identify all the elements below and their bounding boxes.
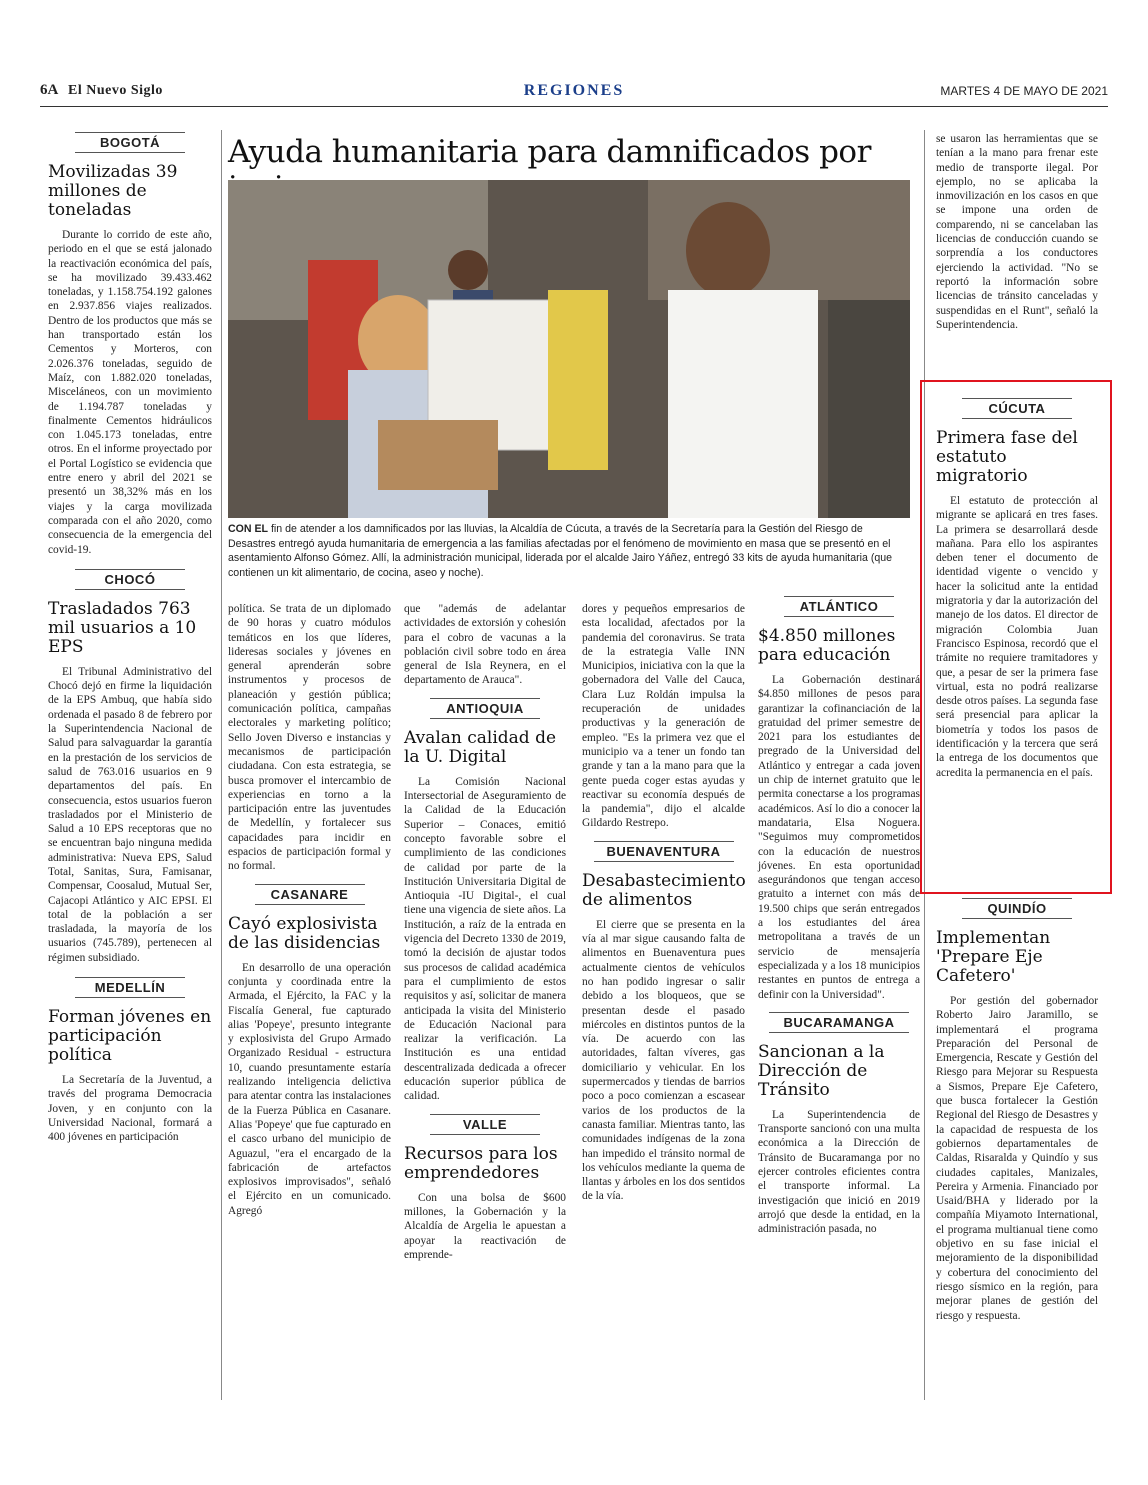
- article-title: Avalan calidad de la U. Digital: [404, 727, 557, 767]
- region-label: ANTIOQUIA: [430, 698, 540, 719]
- caption-lead: CON EL: [228, 523, 269, 535]
- article-title: Cayó explosivista de las disidencias: [228, 913, 381, 953]
- column-3: [404, 602, 566, 1262]
- column-right-top: [936, 132, 1098, 332]
- region-label: VALLE: [430, 1114, 540, 1135]
- column-divider: [221, 130, 222, 1400]
- newspaper-name: El Nuevo Siglo: [68, 83, 163, 98]
- article-body: dores y pequeños empresarios de esta localidad, afectados por la pandemia del coronavirus. Se trata de la estrategia Valle INN Municipios, iniciativa con la que la gobernadora del Valle del Cauca, Clara Luz Roldán impulsa la recuperación de unidades productivas y la generación de empleo. "Es la primera vez que el municipio va a tener un fondo tan grande y tan a la mano para que la gente pueda coger estas ayudas y reactivar su economía después de la pandemia", dijo el alcalde Gildardo Restrepo.: [582, 603, 745, 830]
- region-label: BOGOTÁ: [75, 132, 185, 153]
- highlight-box: [920, 380, 1112, 894]
- article-title: Desabastecimiento de alimentos: [582, 870, 746, 910]
- page-number: 6A: [40, 82, 59, 98]
- article-title: Trasladados 763 mil usuarios a 10 EPS: [48, 598, 197, 657]
- article-title: Implementan 'Prepare Eje Cafetero': [936, 928, 1051, 986]
- region-label: CÚCUTA: [962, 398, 1072, 419]
- column-4: [582, 602, 745, 1204]
- column-2: [228, 602, 391, 1218]
- region-label: MEDELLÍN: [75, 977, 185, 998]
- region-label: ATLÁNTICO: [784, 596, 894, 617]
- news-photo: [228, 180, 910, 518]
- article-body: El estatuto de protección al migrante se aplicará en tres fases. La primera se desarrollará desde mañana. Para ello los aspirantes deben tener el documento de identidad vigente o vencido y hacer la solicitud ante la entidad migratoria y dar la autorización del manejo de los datos. El director de migración Colombia Juan Francisco Espinosa, recordó que el trámite no requiere tramitadores y que, a pesar de ser la primera fase virtual, esta no podrá realizarse desde otros países. La segunda fase será presencial para aplicar la biometría y todos los pasos de identificación y la tercera que será la entrega de los documentos que acredita la permanencia en el país.: [936, 495, 1098, 779]
- issue-date: MARTES 4 DE MAYO DE 2021: [940, 84, 1108, 98]
- photo-illustration: [228, 180, 910, 518]
- article-body: Con una bolsa de $600 millones, la Gobernación y la Alcaldía de Argelia le apuestan a apoyar la reactivación de emprende-: [404, 1191, 566, 1261]
- region-label: BUCARAMANGA: [769, 1012, 909, 1033]
- article-body: Por gestión del gobernador Roberto Jairo Jaramillo, se implementará el programa Preparación del Personal de Emergencia, Rescate y Gestión del Riesgo para Mejorar su Respuesta a Sismos, Prepare Eje Cafetero, que busca fortalecer la Gestión Regional del Riesgo de Desastres y la capacidad de respuesta de los gobiernos departamentales de Caldas, Risaralda y Quindío y sus ciudades capitales, Manizales, Pereira y Armenia. Financiado por Usaid/BHA y liderado por la compañía Miyamoto International, el programa multianual tiene como objetivo en su fase inicial el mejoramiento de la disponibilidad y cobertura del conocimiento del riesgo sísmico en la región, para mejorar planes de gestión del riesgo y respuesta.: [936, 995, 1098, 1322]
- region-label: CASANARE: [255, 884, 365, 905]
- article-body: El Tribunal Administrativo del Chocó dejó en firme la liquidación de la EPS Ambuq, que había sido ordenada el pasado 8 de febrero por la Superintendencia Nacional de Salud para salvaguardar la garantía en la prestación de los servicios de salud de 763.016 usuarios en 9 departamentos del país. En consecuencia, estos usuarios fueron trasladados por el Ministerio de Salud a 10 EPS receptoras que no se encuentran bajo ninguna medida administrativa: Nueva EPS, Salud Total, Sanitas, Sura, Famisanar, Compensar, Coosalud, Mutual Ser, Cajacopi Atlántico y AIC EPSI. El total de la población a ser trasladada, la mayoría de los usuarios (745.789), pertenecen al régimen subsidiado.: [48, 665, 212, 964]
- article-title: Primera fase del estatuto migratorio: [936, 428, 1078, 486]
- article-title: Movilizadas 39 millones de toneladas: [48, 162, 178, 220]
- column-right-bottom: [936, 898, 1098, 1323]
- photo-caption: [228, 522, 910, 580]
- article-body: política. Se trata de un diplomado de 90 horas y cuatro módulos temáticos en los que líderes, lideresas sociales y jóvenes en general aprenderán sobre instrumentos y procesos de planeación y gestión pública; comunicación política, campañas electorales y marketing político; Sello Joven Diverso e instancias y mecanismos de participación ciudadana. Con esta estrategia, se busca promover el intercambio de experiencias en torno a la participación entre las juventudes de Medellín, y fortalecer sus capacidades para incidir en espacios de participación formal y no formal.: [228, 603, 391, 873]
- region-label: CHOCÓ: [75, 569, 185, 590]
- article-body: En desarrollo de una operación conjunta y coordinada entre la Armada, el Ejército, la FAC y la Fiscalía General, fue capturado alias 'Popeye', presunto integrante y explosivista del Grupo Armado Organizado Residual - estructura 10, cuando presuntamente estaría realizando inteligencia delictiva para atentar contra las instalaciones de la Fuerza Pública en Casanare. Alias 'Popeye' que fue capturado en el casco urbano del municipio de Aguazul, "era el encargado de la fabricación de artefactos explosivos improvisados", señaló el Ejército en un comunicado. Agregó: [228, 961, 391, 1217]
- article-body: La Comisión Nacional Intersectorial de Aseguramiento de la Calidad de la Educación Superior – Conaces, emitió concepto favorable sobre el cumplimiento de las condiciones de calidad por parte de la Institución Universitaria Digital de Antioquia -IU Digital-, el cual tiene una vigencia de siete años. La Institución, a raíz de la entrada en vigencia del Decreto 1330 de 2019, tomó la decisión de ajustar todos sus procesos de calidad académica para el cumplimiento de estos requisitos y así, solicitar de manera anticipada la visita del Ministerio de Educación Nacional para realizar la verificación. La Institución es una entidad descentralizada dedicada a ofrecer educación superior pública de calidad.: [404, 775, 566, 1103]
- article-title: $4.850 millones para educación: [758, 626, 896, 665]
- article-body: Durante lo corrido de este año, periodo en el que se está jalonado la reactivación económica del país, se ha movilizado 39.433.462 toneladas, y 1.158.754.192 galones en 2.937.856 viajes realizados. Dentro de los productos que más se han transportado están los Cementos y Morteros, con 2.026.376 toneladas, seguido de Maíz, con 1.882.020 toneladas, Misceláneos, con un movimiento de 1.194.787 toneladas y finalmente Cementos hidráulicos con 1.045.173 toneladas, entre otros. En el informe proyectado por el Portal Logístico se evidencia que entre enero y abril del 2021 se presentó un 38,32% más en los viajes y la carga movilizada comparada con el año 2020, como consecuencia de la emergencia del covid-19.: [48, 229, 212, 556]
- column-left: [48, 132, 212, 1145]
- header-rule: [40, 106, 1108, 107]
- region-label: BUENAVENTURA: [594, 841, 734, 862]
- main-headline: Ayuda humanitaria para damnificados por: [228, 134, 871, 170]
- article-title: Sancionan a la Dirección de Tránsito: [758, 1041, 885, 1100]
- caption-text: fin de atender a los damnificados por las lluvias, la Alcaldía de Cúcuta, a través de la Secretaría para la Gestión del Riesgo de Desastres entregó ayuda humanitaria de emergencia a las familias afectadas por el fenómeno de movimiento en masa que se presentó en el asentamiento Alfonso Gómez. Allí, la administración municipal, liderada por el alcalde Jairo Yáñez, entregó 33 kits de ayuda humanitaria (que contienen un kit alimentario, de cocina, aseo y noche).: [228, 523, 893, 579]
- article-body: se usaron las herramientas que se tenían a la mano para frenar este medio de transporte ilegal. Por ejemplo, no se aplicaba la inmovilización en los casos en que se impone una orden de comparendo, ni se cancelaban las licencias de conducción cuando se sorprendía a los conductores ejerciendo la actividad. "No se reportó la información sobre licencias de tránsito canceladas y suspendidas en el Runt", señaló la Superintendencia.: [936, 133, 1098, 331]
- article-body: La Superintendencia de Transporte sancionó con una multa económica a la Dirección de Tránsito de Bucaramanga por no ejercer controles eficientes contra el transporte informal. La investigación que inició en 2019 arrojó que desde la entidad, en la administración pasada, no: [758, 1108, 920, 1236]
- region-label: QUINDÍO: [962, 898, 1072, 919]
- article-body: El cierre que se presenta en la vía al mar sigue causando falta de alimentos en Buenaventura pues actualmente cientos de vehículos no han podido ingresar o salir debido a los bloqueos, que se presentan desde el pasado miércoles en distintos puntos de la vía. De acuerdo con las autoridades, faltan víveres, gas domiciliario y vehicular. En los supermercados y tiendas de barrios poco a poco comienzan a escasear varios de los productos de la canasta familiar. Mientras tanto, las comunidades indígenas de la zona han impedido el tránsito normal de los vehículos mediante la quema de llantas y árboles en los dos sentidos de la vía.: [582, 918, 745, 1203]
- page-header: [40, 82, 1108, 104]
- article-body: La Gobernación destinará $4.850 millones de pesos para garantizar la cofinanciación de la gratuidad del primer semestre de 2021 para los estudiantes de pregrado de la Universidad del Atlántico y entregar a cada joven un chip de internet gratuito que le permita conectarse a los programas académicos. Así lo dio a conocer la mandataria, Elsa Noguera. "Seguimos muy comprometidos con la educación de nuestros jóvenes. En esta oportunidad asegurándonos que tengan acceso gratuito a internet con más de 19.500 chips que serán entregados a los estudiantes del área metropolitana a través de un servicio de mensajería especializada y a los 18 municipios restantes en puntos de entrega a definir con la Universidad".: [758, 674, 920, 1001]
- article-body: que "además de adelantar actividades de extorsión y cohesión para el cobro de vacunas a la población civil sobre todo en área general de Isla Reynera, en el departamento de Arauca".: [404, 603, 566, 687]
- column-5: [758, 596, 920, 1237]
- article-title: Forman jóvenes en participación política: [48, 1007, 212, 1066]
- section-name: REGIONES: [523, 82, 625, 99]
- article-title: Recursos para los emprendedores: [404, 1143, 558, 1183]
- article-body: La Secretaría de la Juventud, a través del programa Democracia Joven, y en conjunto con la Universidad Nacional, formará a 400 jóvenes en participación: [48, 1074, 212, 1144]
